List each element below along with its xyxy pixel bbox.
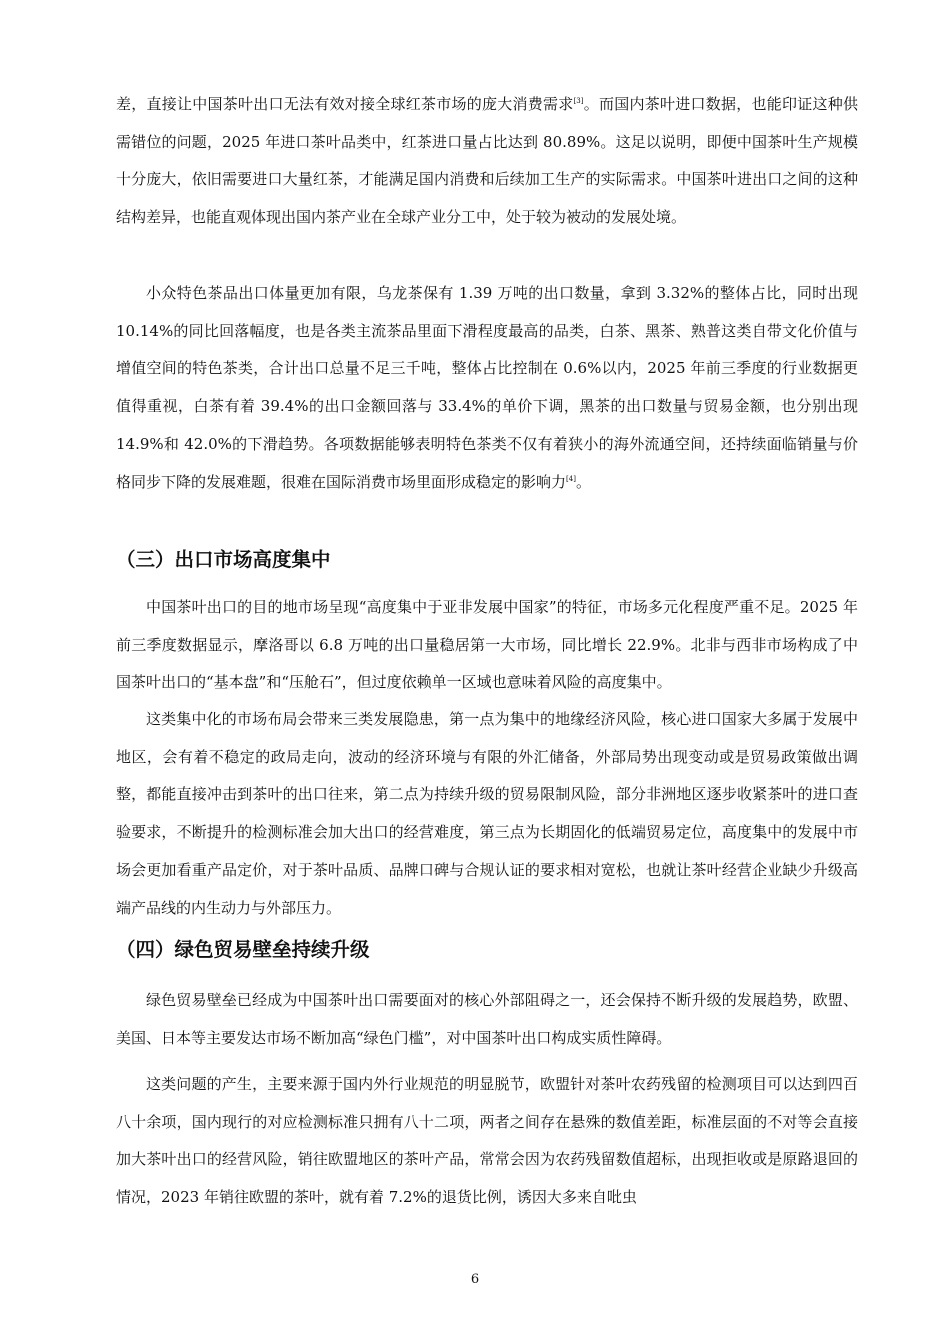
paragraph-4: 这类集中化的市场布局会带来三类发展隐患，第一点为集中的地缘经济风险，核心进口国家大多属于发展中地区，会有着不稳定的政局走向，波动的经济环境与有限的外汇储备，外部局势出现变动或是贸易政策做出调整，都能直接冲击到茶叶的出口往来，第二点为持续升级的贸易限制风险，部分非洲地区逐步收紧茶叶的进口查验要求，不断提升的检测标准会加大出口的经营难度，第三点为长期固化的低端贸易定位，高度集中的发展中市场会更加看重产品定价，对于茶叶品质、品牌口碑与合规认证的要求相对宽松，也就让茶叶经营企业缺少升级高端产品线的内生动力与外部压力。 <box>116 710 858 917</box>
section-heading-3: （三）出口市场高度集中 <box>116 548 331 571</box>
paragraph-1 <box>116 86 858 237</box>
paragraph-2 <box>116 275 858 501</box>
paragraph-5: 绿色贸易壁垒已经成为中国茶叶出口需要面对的核心外部阻碍之一，还会保持不断升级的发展趋势，欧盟、美国、日本等主要发达市场不断加高“绿色门槛”，对中国茶叶出口构成实质性障碍。 <box>116 991 858 1047</box>
section-heading-4: （四）绿色贸易壁垒持续升级 <box>116 938 370 961</box>
paragraph-3: 中国茶叶出口的目的地市场呈现“高度集中于亚非发展中国家”的特征，市场多元化程度严重不足。2025 年前三季度数据显示，摩洛哥以 6.8 万吨的出口量稳居第一大市场，同比增长 22.9%。北非与西非市场构成了中国茶叶出口的“基本盘”和“压舱石”，但过度依赖单一区域也意味着风险的高度集中。 <box>116 598 858 692</box>
paragraph-1-tail: 。而国内茶叶进口数据，也能印证这种供需错位的问题，2025 年进口茶叶品类中，红茶进口量占比达到 80.89%。这足以说明，即便中国茶叶生产规模十分庞大，依旧需要进口大量红茶，才能满足国内消费和后续加工生产的实际需求。中国茶叶进出口之间的这种结构差异，也能直观体现出国内茶产业在全球产业分工中，处于较为被动的发展处境。 <box>116 95 858 227</box>
paragraph-2-tail: 。 <box>575 472 591 491</box>
paragraph-2-text: 小众特色茶品出口体量更加有限，乌龙茶保有 1.39 万吨的出口数量，拿到 3.32%的整体占比，同时出现 10.14%的同比回落幅度，也是各类主流茶品里面下滑程度最高的品类，白茶、黑茶、熟普这类自带文化价值与增值空间的特色茶类，合计出口总量不足三千吨，整体占比控制在 0.6%以内，2025 年前三季度的行业数据更值得重视，白茶有着 39.4%的出口金额回落与 33.4%的单价下调，黑茶的出口数量与贸易金额，也分别出现 14.9%和 42.0%的下滑趋势。各项数据能够表明特色茶类不仅有着狭小的海外流通空间，还持续面临销量与价格同步下降的发展难题，很难在国际消费市场里面形成稳定的影响力 <box>116 284 858 491</box>
citation-4: [4] <box>566 474 576 483</box>
paragraph-1-text: 差，直接让中国茶叶出口无法有效对接全球红茶市场的庞大消费需求 <box>116 95 574 113</box>
citation-3: [3] <box>573 97 584 105</box>
page-number: 6 <box>470 1272 480 1287</box>
paragraph-6: 这类问题的产生，主要来源于国内外行业规范的明显脱节，欧盟针对茶叶农药残留的检测项目可以达到四百八十余项，国内现行的对应检测标准只拥有八十二项，两者之间存在悬殊的数值差距，标准层面的不对等会直接加大茶叶出口的经营风险，销往欧盟地区的茶叶产品，常常会因为农药残留数值超标，出现拒收或是原路退回的情况，2023 年销往欧盟的茶叶，就有着 7.2%的退货比例，诱因大多来自吡虫 <box>116 1075 858 1207</box>
